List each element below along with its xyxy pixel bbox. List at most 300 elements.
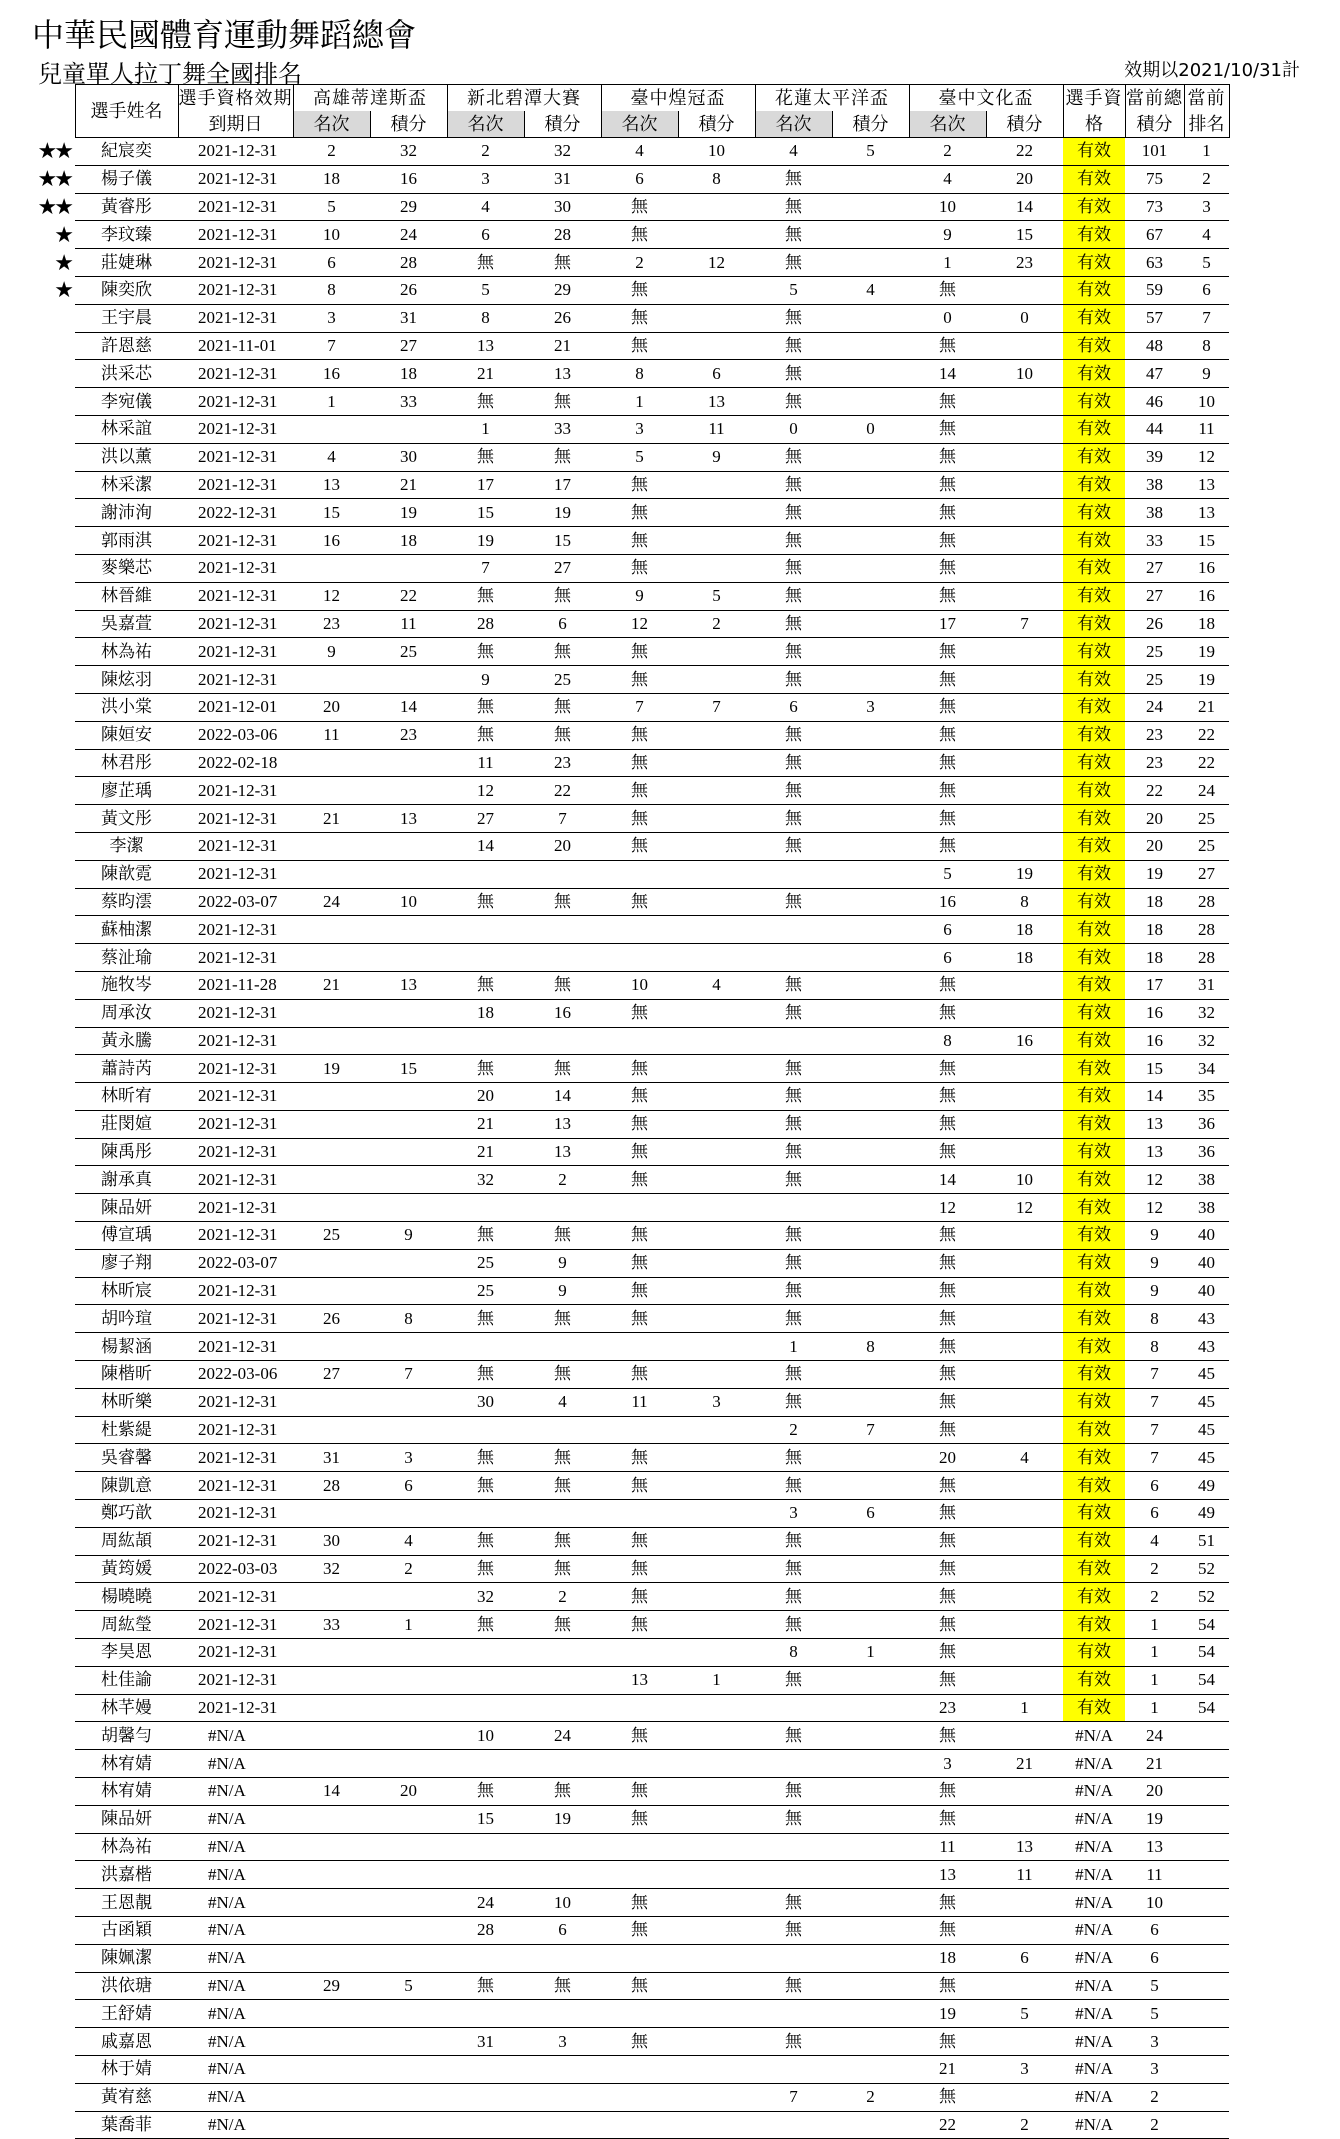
- comp4-rank: 無: [909, 1917, 986, 1945]
- comp4-rank: 無: [909, 1972, 986, 2000]
- comp4-points: [986, 693, 1063, 721]
- comp4-points: 10: [986, 1166, 1063, 1194]
- expire-date: 2021-12-31: [178, 1166, 293, 1194]
- comp4-rank: 無: [909, 388, 986, 416]
- total-points: 19: [1125, 1805, 1184, 1833]
- comp3-points: [832, 777, 909, 805]
- eligibility-status: 有效: [1063, 249, 1125, 277]
- comp2-rank: 無: [601, 1527, 678, 1555]
- star-badge: [30, 1388, 75, 1416]
- total-points: 16: [1125, 1027, 1184, 1055]
- col-expire-header: 到期日: [178, 111, 293, 138]
- star-badge: [30, 805, 75, 833]
- comp3-points: [832, 388, 909, 416]
- comp4-points: 0: [986, 304, 1063, 332]
- comp4-rank: 無: [909, 1611, 986, 1639]
- comp2-rank: 無: [601, 1277, 678, 1305]
- total-points: 33: [1125, 527, 1184, 555]
- comp2-rank: 無: [601, 1055, 678, 1083]
- comp1-points: 17: [524, 471, 601, 499]
- comp4-points: [986, 1472, 1063, 1500]
- comp-points-header: 積分: [678, 111, 755, 138]
- expire-date: 2021-12-31: [178, 1472, 293, 1500]
- total-points: 20: [1125, 832, 1184, 860]
- total-points: 7: [1125, 1361, 1184, 1389]
- comp1-points: [524, 2055, 601, 2083]
- current-rank: [1184, 2028, 1229, 2056]
- table-row: [30, 1944, 1229, 1972]
- expire-date: #N/A: [178, 1750, 293, 1778]
- expire-date: 2021-12-31: [178, 832, 293, 860]
- eligibility-status: #N/A: [1063, 1861, 1125, 1889]
- comp2-points: [678, 1305, 755, 1333]
- current-rank: [1184, 2000, 1229, 2028]
- player-name: 莊閔媗: [75, 1110, 178, 1138]
- player-name: 林采潔: [75, 471, 178, 499]
- expire-date: 2021-12-31: [178, 443, 293, 471]
- comp2-points: [678, 332, 755, 360]
- comp1-rank: 24: [447, 1889, 524, 1917]
- total-points: 44: [1125, 415, 1184, 443]
- comp2-rank: [601, 860, 678, 888]
- comp0-rank: 30: [293, 1527, 370, 1555]
- player-name: 楊絜涵: [75, 1333, 178, 1361]
- eligibility-status: #N/A: [1063, 1889, 1125, 1917]
- comp2-rank: [601, 1500, 678, 1528]
- comp4-rank: 無: [909, 1639, 986, 1667]
- comp3-rank: 3: [755, 1500, 832, 1528]
- comp2-points: [678, 2111, 755, 2139]
- comp2-rank: 無: [601, 666, 678, 694]
- comp2-rank: 無: [601, 499, 678, 527]
- comp3-rank: 無: [755, 1388, 832, 1416]
- comp0-points: [370, 1666, 447, 1694]
- comp2-rank: [601, 2111, 678, 2139]
- comp3-rank: 無: [755, 193, 832, 221]
- comp0-points: [370, 1944, 447, 1972]
- comp0-points: 16: [370, 165, 447, 193]
- comp4-points: 16: [986, 1027, 1063, 1055]
- current-rank: 22: [1184, 721, 1229, 749]
- comp0-rank: [293, 2055, 370, 2083]
- comp0-points: [370, 1138, 447, 1166]
- comp3-rank: 無: [755, 1361, 832, 1389]
- comp3-rank: 無: [755, 610, 832, 638]
- eligibility-status: #N/A: [1063, 1722, 1125, 1750]
- comp0-points: [370, 1805, 447, 1833]
- comp3-rank: 7: [755, 2083, 832, 2111]
- comp0-points: 13: [370, 805, 447, 833]
- comp2-points: [678, 832, 755, 860]
- star-badge: [30, 471, 75, 499]
- star-badge: [30, 1944, 75, 1972]
- comp2-rank: [601, 2055, 678, 2083]
- star-badge: [30, 888, 75, 916]
- comp3-points: [832, 1305, 909, 1333]
- comp2-rank: 無: [601, 554, 678, 582]
- comp3-points: [832, 249, 909, 277]
- total-points: 26: [1125, 610, 1184, 638]
- comp4-rank: 8: [909, 1027, 986, 1055]
- comp2-rank: [601, 916, 678, 944]
- player-name: 蔡昀澐: [75, 888, 178, 916]
- player-name: 杜佳諭: [75, 1666, 178, 1694]
- col-rank-header: 當前: [1184, 85, 1229, 112]
- current-rank: [1184, 1833, 1229, 1861]
- comp0-points: 6: [370, 1472, 447, 1500]
- comp3-rank: 無: [755, 1166, 832, 1194]
- comp1-rank: [447, 1944, 524, 1972]
- comp0-points: [370, 666, 447, 694]
- ranking-title: 兒童單人拉丁舞全國排名: [38, 60, 302, 88]
- comp0-rank: 23: [293, 610, 370, 638]
- eligibility-status: 有效: [1063, 693, 1125, 721]
- comp0-points: [370, 777, 447, 805]
- table-row: [30, 1889, 1229, 1917]
- comp-points-header: 積分: [832, 111, 909, 138]
- star-badge: [30, 1194, 75, 1222]
- comp0-rank: [293, 1277, 370, 1305]
- comp0-rank: [293, 666, 370, 694]
- comp1-rank: 14: [447, 832, 524, 860]
- table-row: [30, 1833, 1229, 1861]
- expire-date: 2022-03-06: [178, 1361, 293, 1389]
- star-badge: [30, 666, 75, 694]
- comp3-points: [832, 1972, 909, 2000]
- comp1-points: 9: [524, 1249, 601, 1277]
- total-points: 59: [1125, 276, 1184, 304]
- comp4-points: 13: [986, 1833, 1063, 1861]
- eligibility-status: 有效: [1063, 527, 1125, 555]
- comp3-points: [832, 1917, 909, 1945]
- eligibility-status: #N/A: [1063, 2028, 1125, 2056]
- comp2-rank: 13: [601, 1666, 678, 1694]
- total-points: 18: [1125, 916, 1184, 944]
- comp0-rank: 8: [293, 276, 370, 304]
- comp3-points: [832, 971, 909, 999]
- current-rank: 34: [1184, 1055, 1229, 1083]
- comp0-points: 21: [370, 471, 447, 499]
- comp1-rank: 9: [447, 666, 524, 694]
- comp1-rank: 無: [447, 1778, 524, 1806]
- current-rank: 40: [1184, 1277, 1229, 1305]
- comp4-points: [986, 1722, 1063, 1750]
- comp4-points: 3: [986, 2055, 1063, 2083]
- comp2-rank: 無: [601, 1555, 678, 1583]
- total-points: 4: [1125, 1527, 1184, 1555]
- comp4-points: [986, 1416, 1063, 1444]
- comp1-rank: 20: [447, 1083, 524, 1111]
- comp0-points: 18: [370, 360, 447, 388]
- comp3-rank: 無: [755, 1055, 832, 1083]
- comp2-points: [678, 721, 755, 749]
- comp4-points: 19: [986, 860, 1063, 888]
- comp1-points: 3: [524, 2028, 601, 2056]
- comp4-points: [986, 1527, 1063, 1555]
- comp1-points: 27: [524, 554, 601, 582]
- eligibility-status: 有效: [1063, 304, 1125, 332]
- comp3-rank: 0: [755, 415, 832, 443]
- comp1-points: 28: [524, 221, 601, 249]
- expire-date: 2021-12-31: [178, 1222, 293, 1250]
- table-row: [30, 1917, 1229, 1945]
- player-name: 胡馨勻: [75, 1722, 178, 1750]
- comp1-points: [524, 1861, 601, 1889]
- expire-date: #N/A: [178, 1805, 293, 1833]
- comp4-points: [986, 666, 1063, 694]
- col-name-header: 選手姓名: [75, 85, 178, 138]
- comp0-rank: [293, 1500, 370, 1528]
- comp0-points: 14: [370, 693, 447, 721]
- ranking-table: [30, 84, 1230, 2139]
- player-name: 李昊恩: [75, 1639, 178, 1667]
- comp0-points: [370, 1194, 447, 1222]
- comp4-rank: 無: [909, 582, 986, 610]
- comp4-points: [986, 1333, 1063, 1361]
- comp2-points: 4: [678, 971, 755, 999]
- comp4-points: 8: [986, 888, 1063, 916]
- comp0-rank: 14: [293, 1778, 370, 1806]
- expire-date: #N/A: [178, 1861, 293, 1889]
- current-rank: 32: [1184, 1027, 1229, 1055]
- comp4-points: [986, 415, 1063, 443]
- comp2-rank: [601, 1027, 678, 1055]
- star-badge: [30, 1027, 75, 1055]
- eligibility-status: 有效: [1063, 1555, 1125, 1583]
- comp1-rank: 無: [447, 1305, 524, 1333]
- comp0-points: [370, 2028, 447, 2056]
- comp3-rank: 無: [755, 749, 832, 777]
- comp0-points: 11: [370, 610, 447, 638]
- comp0-rank: [293, 1416, 370, 1444]
- total-points: 7: [1125, 1388, 1184, 1416]
- comp4-points: 6: [986, 1944, 1063, 1972]
- current-rank: 7: [1184, 304, 1229, 332]
- comp2-points: [678, 1583, 755, 1611]
- comp1-rank: [447, 1694, 524, 1722]
- comp0-points: [370, 1388, 447, 1416]
- comp0-points: 32: [370, 138, 447, 166]
- table-row: [30, 554, 1229, 582]
- comp4-rank: 無: [909, 1472, 986, 1500]
- table-row: [30, 1222, 1229, 1250]
- comp0-points: [370, 832, 447, 860]
- comp3-points: [832, 582, 909, 610]
- comp2-points: [678, 805, 755, 833]
- expire-date: 2021-12-31: [178, 249, 293, 277]
- comp4-points: [986, 388, 1063, 416]
- comp0-rank: [293, 1917, 370, 1945]
- eligibility-status: 有效: [1063, 1639, 1125, 1667]
- current-rank: 49: [1184, 1472, 1229, 1500]
- comp3-points: [832, 1583, 909, 1611]
- comp2-points: [678, 304, 755, 332]
- comp3-points: [832, 1388, 909, 1416]
- comp1-rank: 15: [447, 1805, 524, 1833]
- star-badge: [30, 1889, 75, 1917]
- comp3-points: [832, 1861, 909, 1889]
- expire-date: 2021-12-31: [178, 1639, 293, 1667]
- comp1-rank: [447, 1194, 524, 1222]
- current-rank: 28: [1184, 944, 1229, 972]
- comp2-rank: 無: [601, 1305, 678, 1333]
- comp3-rank: 無: [755, 1249, 832, 1277]
- comp1-points: [524, 2000, 601, 2028]
- comp1-rank: [447, 1833, 524, 1861]
- comp1-rank: 無: [447, 1555, 524, 1583]
- total-points: 5: [1125, 2000, 1184, 2028]
- star-badge: [30, 2111, 75, 2139]
- expire-date: 2021-12-31: [178, 415, 293, 443]
- comp4-rank: 無: [909, 1416, 986, 1444]
- comp4-points: 23: [986, 249, 1063, 277]
- comp4-points: [986, 1083, 1063, 1111]
- comp1-points: 9: [524, 1277, 601, 1305]
- star-badge: [30, 1611, 75, 1639]
- player-name: 王恩靚: [75, 1889, 178, 1917]
- comp2-points: 1: [678, 1666, 755, 1694]
- comp2-points: [678, 1361, 755, 1389]
- expire-date: 2022-03-03: [178, 1555, 293, 1583]
- total-points: 8: [1125, 1333, 1184, 1361]
- current-rank: 54: [1184, 1666, 1229, 1694]
- comp4-points: [986, 527, 1063, 555]
- comp4-rank: 0: [909, 304, 986, 332]
- table-row: [30, 638, 1229, 666]
- comp3-rank: 2: [755, 1416, 832, 1444]
- player-name: 周紘瑩: [75, 1611, 178, 1639]
- comp4-rank: 無: [909, 1110, 986, 1138]
- comp3-points: [832, 610, 909, 638]
- star-badge: [30, 360, 75, 388]
- comp1-points: 30: [524, 193, 601, 221]
- comp0-points: 10: [370, 888, 447, 916]
- current-rank: 22: [1184, 749, 1229, 777]
- current-rank: [1184, 1805, 1229, 1833]
- comp2-points: [678, 1555, 755, 1583]
- comp3-rank: [755, 1027, 832, 1055]
- comp2-points: [678, 1889, 755, 1917]
- comp3-points: [832, 332, 909, 360]
- player-name: 蔡沚瑜: [75, 944, 178, 972]
- comp1-rank: 17: [447, 471, 524, 499]
- current-rank: 49: [1184, 1500, 1229, 1528]
- expire-date: #N/A: [178, 2000, 293, 2028]
- player-name: 周承汝: [75, 999, 178, 1027]
- comp3-points: [832, 832, 909, 860]
- comp3-rank: 無: [755, 221, 832, 249]
- comp1-rank: 28: [447, 610, 524, 638]
- comp3-rank: 無: [755, 1222, 832, 1250]
- comp0-points: [370, 916, 447, 944]
- current-rank: [1184, 1917, 1229, 1945]
- comp3-points: [832, 554, 909, 582]
- comp3-points: [832, 638, 909, 666]
- star-badge: [30, 1694, 75, 1722]
- current-rank: 25: [1184, 832, 1229, 860]
- comp4-rank: 無: [909, 1222, 986, 1250]
- eligibility-status: 有效: [1063, 971, 1125, 999]
- comp1-rank: 1: [447, 415, 524, 443]
- comp4-points: [986, 1110, 1063, 1138]
- comp4-points: [986, 1583, 1063, 1611]
- comp1-rank: 8: [447, 304, 524, 332]
- eligibility-status: #N/A: [1063, 1833, 1125, 1861]
- comp0-rank: 1: [293, 388, 370, 416]
- comp3-points: [832, 1889, 909, 1917]
- col-total-header: 當前總: [1125, 85, 1184, 112]
- comp2-rank: 無: [601, 805, 678, 833]
- table-row: [30, 165, 1229, 193]
- comp3-points: 7: [832, 1416, 909, 1444]
- comp1-points: 無: [524, 638, 601, 666]
- total-points: 6: [1125, 1472, 1184, 1500]
- comp3-points: [832, 1611, 909, 1639]
- comp3-points: [832, 221, 909, 249]
- comp2-rank: [601, 944, 678, 972]
- comp3-points: 2: [832, 2083, 909, 2111]
- comp1-rank: [447, 916, 524, 944]
- total-points: 14: [1125, 1083, 1184, 1111]
- comp4-rank: 無: [909, 1305, 986, 1333]
- total-points: 38: [1125, 471, 1184, 499]
- comp4-points: [986, 1555, 1063, 1583]
- comp4-rank: 無: [909, 554, 986, 582]
- comp3-rank: 無: [755, 443, 832, 471]
- comp3-points: 4: [832, 276, 909, 304]
- comp1-points: [524, 916, 601, 944]
- player-name: 陳姮安: [75, 721, 178, 749]
- comp2-points: [678, 1500, 755, 1528]
- comp3-points: [832, 1555, 909, 1583]
- table-row: [30, 860, 1229, 888]
- star-badge: [30, 1472, 75, 1500]
- comp3-rank: 無: [755, 249, 832, 277]
- eligibility-status: 有效: [1063, 1249, 1125, 1277]
- comp0-points: 29: [370, 193, 447, 221]
- comp3-points: [832, 1194, 909, 1222]
- comp2-rank: 無: [601, 638, 678, 666]
- eligibility-status: #N/A: [1063, 2055, 1125, 2083]
- table-row: [30, 1472, 1229, 1500]
- current-rank: 35: [1184, 1083, 1229, 1111]
- comp1-points: 16: [524, 999, 601, 1027]
- comp4-points: [986, 1500, 1063, 1528]
- comp2-points: [678, 1194, 755, 1222]
- eligibility-status: 有效: [1063, 1055, 1125, 1083]
- comp2-points: [678, 1750, 755, 1778]
- comp4-rank: 無: [909, 805, 986, 833]
- expire-date: 2021-12-31: [178, 1388, 293, 1416]
- comp4-points: [986, 1249, 1063, 1277]
- player-name: 洪嘉楷: [75, 1861, 178, 1889]
- comp0-points: 24: [370, 221, 447, 249]
- comp4-rank: 無: [909, 443, 986, 471]
- comp3-points: 6: [832, 1500, 909, 1528]
- table-row: [30, 1444, 1229, 1472]
- table-row: [30, 1750, 1229, 1778]
- comp4-points: 10: [986, 360, 1063, 388]
- comp4-points: 11: [986, 1861, 1063, 1889]
- expire-date: 2021-12-31: [178, 610, 293, 638]
- table-row: [30, 1277, 1229, 1305]
- comp0-points: [370, 749, 447, 777]
- comp3-rank: 無: [755, 999, 832, 1027]
- player-name: 陳姵潔: [75, 1944, 178, 1972]
- comp3-rank: 無: [755, 971, 832, 999]
- expire-date: 2021-12-31: [178, 360, 293, 388]
- comp2-points: [678, 944, 755, 972]
